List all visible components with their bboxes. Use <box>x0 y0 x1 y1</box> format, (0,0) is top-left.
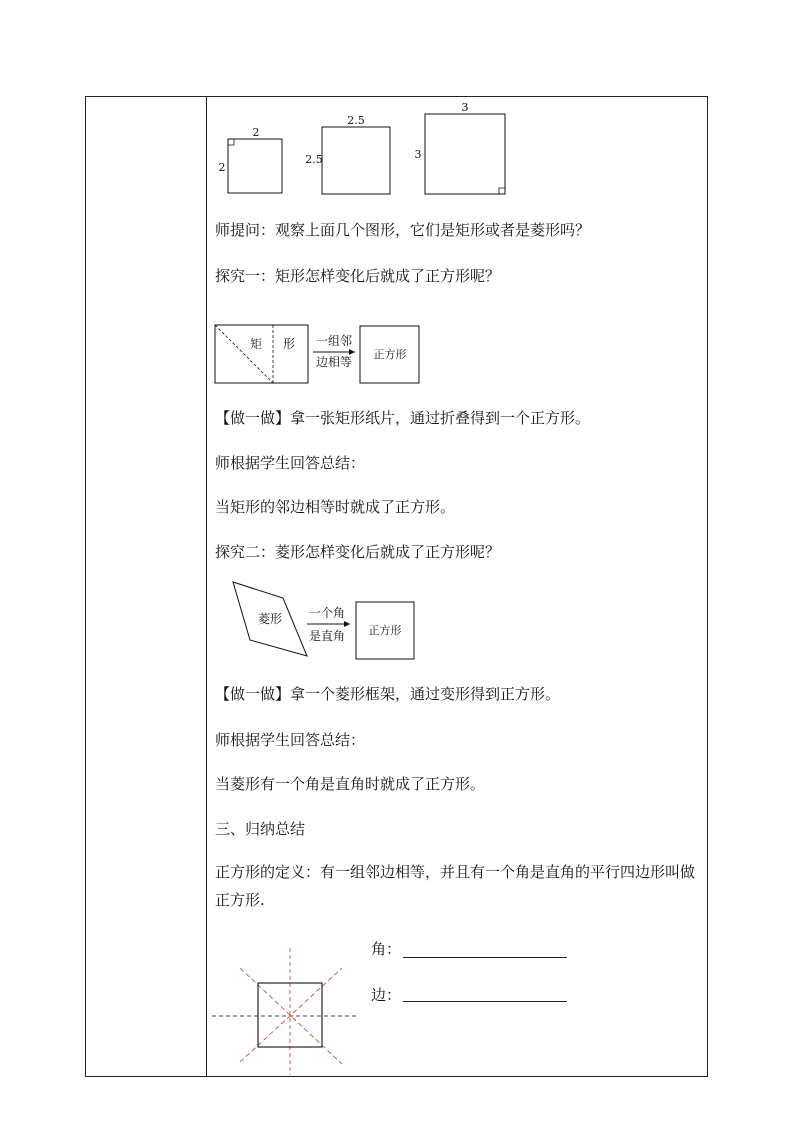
section3-heading: 三、归纳总结 <box>215 820 306 838</box>
rect-label-left: 矩 <box>249 337 263 351</box>
square-3-top-label: 3 <box>461 101 469 114</box>
rect-arrow-bottom-label: 边相等 <box>315 355 353 369</box>
rect-arrow-top-label: 一组邻 <box>315 334 353 348</box>
side-label: 边： <box>371 986 402 1004</box>
rect-label-right: 形 <box>282 337 296 351</box>
summary-intro2-text: 师根据学生回答总结： <box>215 731 366 749</box>
doit2-text: 【做一做】拿一个菱形框架，通过变形得到正方形。 <box>215 685 561 703</box>
summary-intro1-text: 师根据学生回答总结： <box>215 454 366 472</box>
result-square-1-label: 正方形 <box>373 348 407 361</box>
side-answer-blank[interactable] <box>403 1001 567 1002</box>
conclusion2-text: 当菱形有一个角是直角时就成了正方形。 <box>215 775 486 793</box>
doit1-text: 【做一做】拿一张矩形纸片，通过折叠得到一个正方形。 <box>215 409 591 427</box>
square-2-5-side-label: 2.5 <box>305 153 323 166</box>
square-definition: 正方形的定义：有一组邻边相等，并且有一个角是直角的平行四边形叫做正方形. <box>215 863 696 909</box>
rhombus-arrow-bottom-label: 是直角 <box>308 629 346 643</box>
question-text: 师提问：观察上面几个图形，它们是矩形或者是菱形吗？ <box>215 221 591 239</box>
angle-answer-blank[interactable] <box>403 957 567 958</box>
explore2-text: 探究二：菱形怎样变化后就成了正方形呢？ <box>215 543 501 561</box>
result-square-2-label: 正方形 <box>368 624 402 637</box>
explore1-text: 探究一：矩形怎样变化后就成了正方形呢？ <box>215 267 501 285</box>
angle-label: 角： <box>371 940 402 958</box>
square-2-5-top-label: 2.5 <box>347 114 365 127</box>
rhombus-arrow-top-label: 一个角 <box>308 606 346 620</box>
square-3-side-label: 3 <box>414 148 422 161</box>
square-2-top-label: 2 <box>252 126 260 139</box>
conclusion1-text: 当矩形的邻边相等时就成了正方形。 <box>215 498 456 516</box>
square-2-side-label: 2 <box>218 161 226 174</box>
rhombus-label: 菱形 <box>257 612 283 626</box>
